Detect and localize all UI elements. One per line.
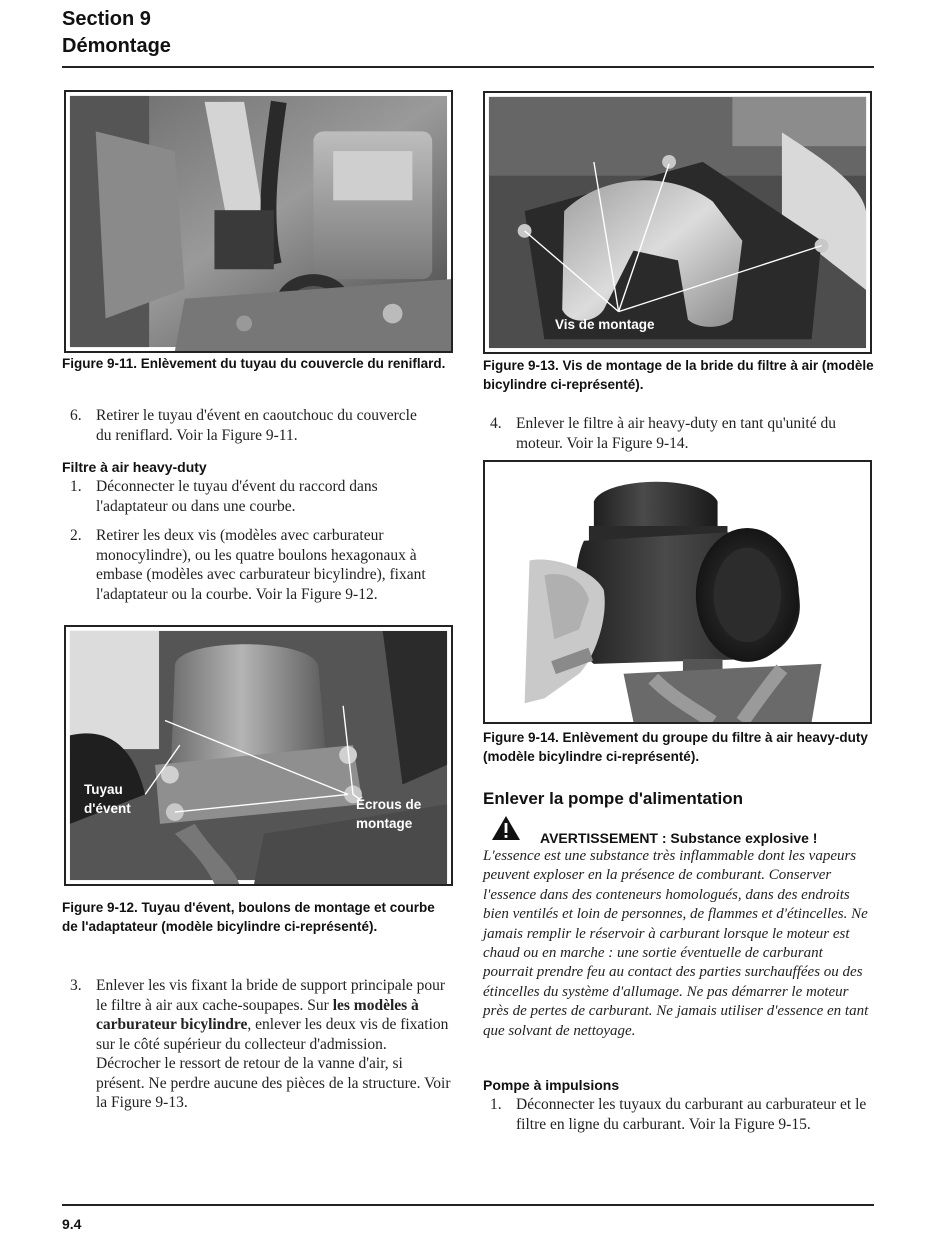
step-number: 4.	[490, 415, 502, 432]
step-3	[70, 976, 454, 1136]
step-2	[70, 526, 454, 622]
adapter-elbow-photo	[66, 627, 451, 884]
warning-title: AVERTISSEMENT : Substance explosive !	[540, 830, 818, 846]
step-text: Retirer le tuyau d'évent en caoutchouc du couvercle du reniflard. Voir la Figure 9-11.	[96, 407, 417, 444]
section-number: Section 9	[62, 8, 151, 30]
breather-hose-photo	[66, 92, 451, 351]
page-title: Démontage	[62, 35, 171, 57]
label-mounting-nuts	[356, 795, 421, 833]
step-text: Enlever le filtre à air heavy-duty en tant qu'unité du moteur. Voir la Figure 9-14.	[516, 415, 836, 452]
step-number: 2.	[70, 527, 82, 544]
figure-9-14-caption: Figure 9-14. Enlèvement du groupe du filtre à air heavy-duty (modèle bicylindre ci-représenté).	[483, 730, 868, 764]
label-line: Écrous de	[356, 797, 422, 812]
page-number: 9.4	[62, 1216, 82, 1232]
step-number: 3.	[70, 977, 82, 994]
label-line: Tuyau	[84, 782, 123, 797]
figure-9-14-photo	[483, 460, 872, 724]
step-number: 1.	[70, 478, 82, 495]
header-rule	[62, 66, 874, 68]
warning-text: L'essence est une substance très inflammable dont les vapeurs peuvent exploser en la présence de comburant. Conserver l'essence dans des conteneurs homologués, dans des endroits bien ventilés et loin de personnes, de flammes et d'étincelles. Ne jamais remplir le réservoir à carburant lorsque le moteur est chaud ou en marche : une sortie éventuelle de carburant pourrait prendre feu au contact des parties surchauffées ou des étincelles du système d'allumage. Ne pas démarrer le moteur près de pertes de carburant. Ne jamais utiliser d'essence en tant que solvant de nettoyage.	[483, 848, 869, 1039]
air-filter-removal-photo	[485, 462, 870, 722]
step-6	[70, 406, 454, 446]
step-text-part: , enlever les deux vis de fixation sur le côté supérieur du collecteur d'admission. Décrocher le ressort de retour de la vanne d'air, si présent. Ne perdre aucune des pièces de la structure. Voir la Figure 9-13.	[96, 1016, 451, 1111]
subhead-heavy-duty-filter: Filtre à air heavy-duty	[62, 459, 207, 475]
warning-icon	[491, 815, 521, 841]
step-number: 1.	[490, 1096, 502, 1113]
step-number: 6.	[70, 407, 82, 424]
step-4	[490, 414, 874, 454]
section-header	[62, 6, 171, 60]
step-text: Déconnecter les tuyaux du carburant au carburateur et le filtre en ligne du carburant. Voir la Figure 9-15.	[516, 1096, 867, 1133]
step-text: Déconnecter le tuyau d'évent du raccord dans l'adaptateur ou dans une courbe.	[96, 478, 378, 515]
label-vent-hose	[84, 780, 131, 818]
flange-screws-photo	[485, 93, 870, 352]
footer-rule	[62, 1204, 874, 1206]
step-text: Retirer les deux vis (modèles avec carburateur monocylindre), ou les quatre boulons hexagonaux à embase (modèles avec carburateur bicylindre), fixant l'adaptateur ou la courbe. Voir la Figure 9-12.	[96, 527, 426, 603]
figure-9-11-photo	[64, 90, 453, 353]
label-line: d'évent	[84, 801, 131, 816]
step-text-part: Enlever les vis fixant la bride de support principale pour le filtre à air aux cache-soupapes. Sur	[96, 977, 446, 1014]
step-pulse-1	[490, 1095, 874, 1155]
subhead-pulse-pump: Pompe à impulsions	[483, 1077, 620, 1093]
figure-9-13-photo	[483, 91, 872, 354]
figure-9-12-photo	[64, 625, 453, 886]
step-text-bold: les modèles à carburateur bicylindre	[96, 996, 419, 1033]
figure-9-11-caption: Figure 9-11. Enlèvement du tuyau du couvercle du reniflard.	[62, 356, 446, 371]
step-1	[70, 477, 454, 517]
figure-9-12-caption: Figure 9-12. Tuyau d'évent, boulons de montage et courbe de l'adaptateur (modèle bicylindre ci-représenté).	[62, 900, 435, 934]
label-mounting-screws: Vis de montage	[555, 317, 655, 332]
heading-fuel-pump: Enlever la pompe d'alimentation	[483, 789, 744, 808]
figure-9-13-caption: Figure 9-13. Vis de montage de la bride du filtre à air (modèle bicylindre ci-représenté).	[483, 358, 874, 392]
label-line: montage	[356, 816, 413, 831]
step-text	[96, 976, 454, 1113]
